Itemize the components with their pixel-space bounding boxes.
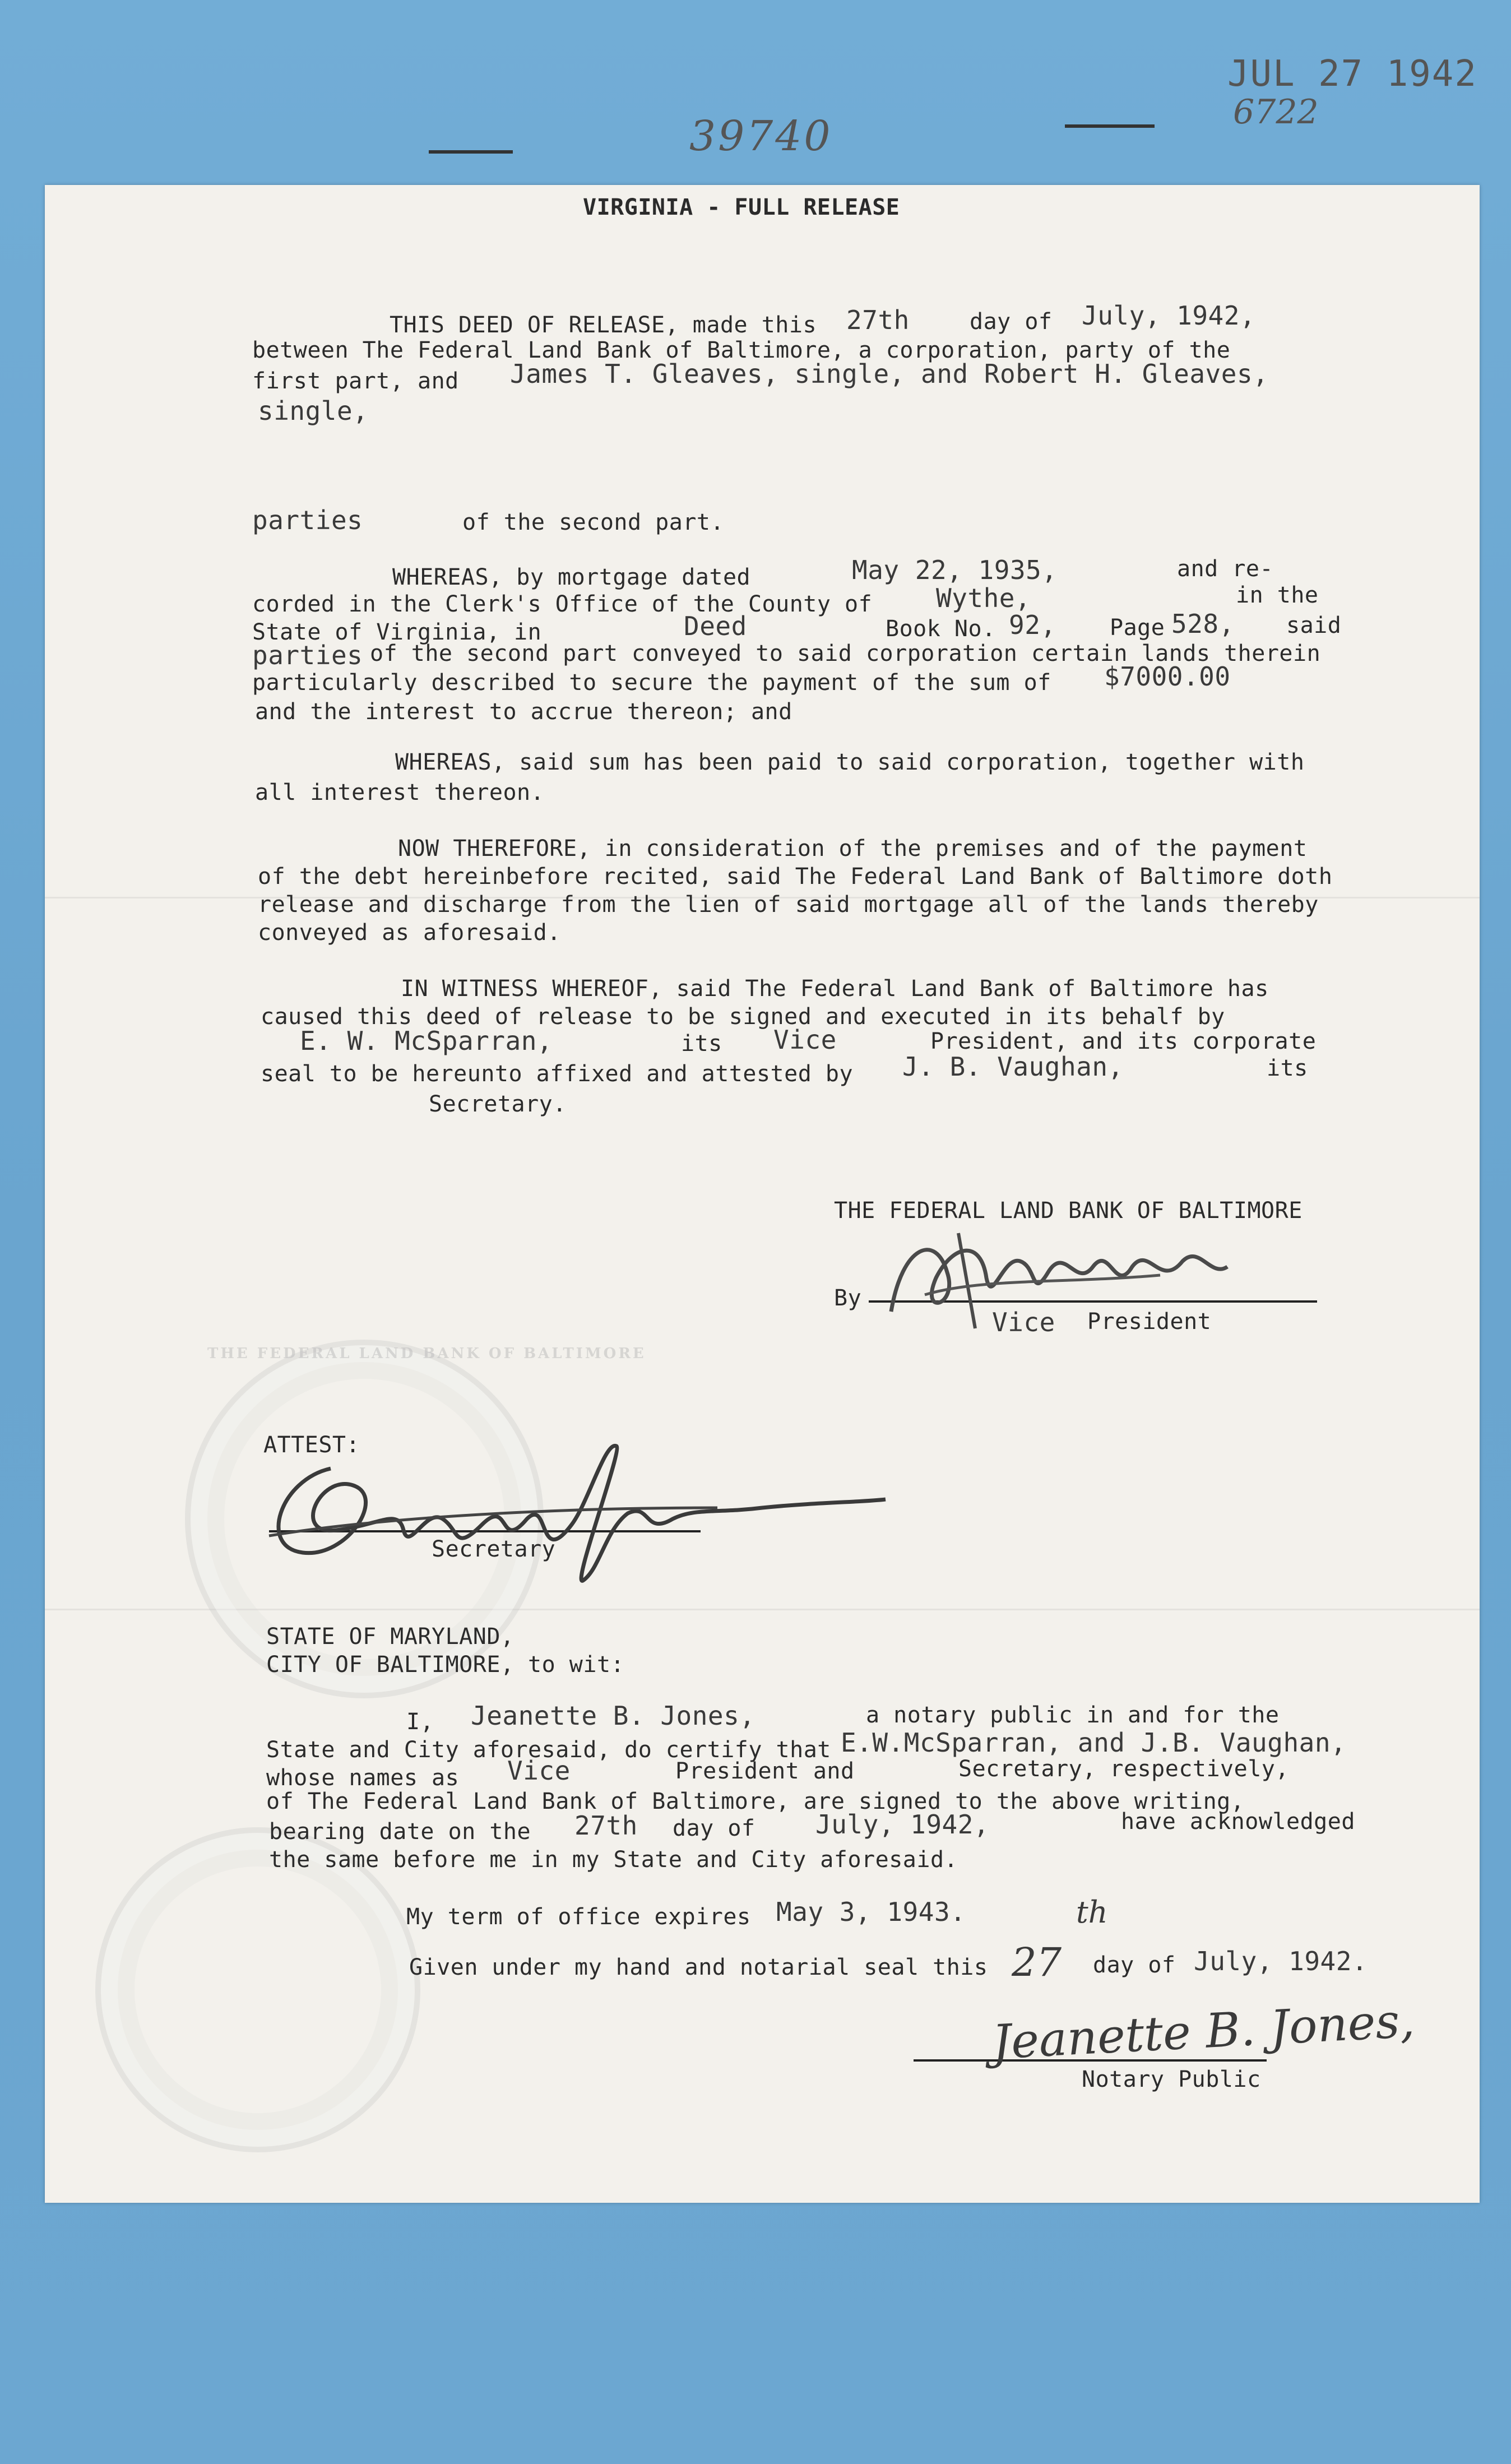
para1-line1b: day of [970,309,1053,335]
term-expiry-date: May 3, 1943. [776,1897,966,1927]
notary-line6: the same before me in my State and City aforesaid. [269,1847,958,1873]
bank-name: THE FEDERAL LAND BANK OF BALTIMORE [834,1198,1303,1224]
notary-line2a: State and City aforesaid, do certify that [266,1737,831,1763]
book-number: 92, [1009,610,1056,640]
notary-line5c: have acknowledged [1121,1809,1355,1835]
vice-president-signature [869,1211,1261,1340]
para3-line1: WHEREAS, said sum has been paid to said corporation, together with [395,749,1305,775]
parties-word-2: parties [252,640,363,670]
para2-line2b: in the [1236,582,1319,608]
notary-office: Vice [507,1756,571,1786]
para5-line5: Secretary. [429,1091,567,1117]
release-month-year: July, 1942, [1082,300,1256,331]
second-parties-names: James T. Gleaves, single, and Robert H. Gleaves, [510,359,1269,389]
para5-line2: caused this deed of release to be signed and executed in its behalf by [261,1004,1225,1030]
notary-line5b: day of [673,1815,756,1841]
para2-line4b: of the second part conveyed to said corporation certain lands therein [370,641,1321,666]
secretary-label: Secretary [432,1536,556,1562]
para4-line4: conveyed as aforesaid. [258,920,561,946]
mortgage-date: May 22, 1935, [852,555,1058,585]
top-left-dash [429,150,513,154]
notary-officers: E.W.McSparran, and J.B. Vaughan, [841,1727,1347,1758]
book-label: Book No. [886,616,996,642]
para5-line1: IN WITNESS WHEREOF, said The Federal Land Bank of Baltimore has [401,976,1269,1002]
para2-line5a: particularly described to secure the payment of the sum of [252,670,1051,696]
received-date-stamp: JUL 27 1942 [1227,53,1477,95]
notary-ack-month-year: July, 1942, [815,1809,990,1840]
given-label: Given under my hand and notarial seal this [409,1954,988,1980]
signer-title-label: President [1087,1309,1212,1335]
para1-line3a: first part, and [252,368,459,394]
city-label: CITY OF BALTIMORE, to wit: [266,1652,625,1678]
seal-text: THE FEDERAL LAND BANK OF BALTIMORE [207,1345,646,1362]
para2-line3b: said [1286,613,1342,638]
embossed-notary-seal [95,1827,420,2152]
page-label: Page [1110,615,1165,641]
notary-line1a: I, [406,1709,434,1735]
para4-line2: of the debt hereinbefore recited, said The Federal Land Bank of Baltimore doth [258,864,1333,890]
document-title: VIRGINIA - FULL RELEASE [583,194,900,220]
by-label: By [834,1285,862,1311]
page-number: 528, [1171,609,1235,639]
top-right-dash [1065,124,1155,128]
officer-name: E. W. McSparran, [300,1026,553,1056]
notary-name: Jeanette B. Jones, [471,1701,756,1731]
para1-line1a: THIS DEED OF RELEASE, made this [390,312,817,338]
term-label: My term of office expires [406,1904,751,1930]
para2-line1a: WHEREAS, by mortgage dated [392,564,751,590]
deed-of-release-page [45,185,1480,2203]
secretary-signature [258,1424,897,1592]
notary-ack-day: 27th [574,1810,638,1841]
its-word-1: its [681,1031,722,1057]
attester-name: J. B. Vaughan, [902,1052,1124,1082]
notary-signature: Jeanette B. Jones, [990,1993,1416,2070]
para4-line1: NOW THEREFORE, in consideration of the premises and of the payment [398,836,1308,862]
notary-line1b: a notary public in and for the [866,1702,1280,1728]
para2-line3a: State of Virginia, in [252,619,542,645]
second-parties-names-cont: single, [258,396,369,426]
para5-line4a: seal to be hereunto affixed and attested by [261,1061,854,1087]
notary-line3b: President and [675,1758,855,1784]
para1-line2: between The Federal Land Bank of Baltimore, a corporation, party of the [252,337,1231,363]
parties-word: parties [252,505,363,535]
release-day: 27th [846,305,910,335]
signer-title-fill: Vice [992,1307,1055,1337]
handwritten-code: 6722 [1233,92,1319,132]
state-label: STATE OF MARYLAND, [266,1624,515,1650]
notary-public-label: Notary Public [1082,2067,1261,2092]
notary-line4: of The Federal Land Bank of Baltimore, are signed to the above writing, [266,1789,1245,1814]
notary-line5a: bearing date on the [269,1819,531,1845]
para2-line1b: and re- [1177,556,1274,582]
given-day-of: day of [1093,1952,1176,1978]
given-month-year: July, 1942. [1194,1946,1368,1976]
para2-line2a: corded in the Clerk's Office of the County of [252,591,873,617]
attest-label: ATTEST: [263,1432,360,1458]
its-word-2: its [1267,1055,1308,1081]
notary-line3a: whose names as [266,1765,460,1791]
county-name: Wythe, [936,583,1031,613]
mortgage-amount: $7000.00 [1104,661,1231,692]
record-type: Deed [684,611,747,641]
file-number: 39740 [689,112,833,160]
given-day-handwritten: 27 [1012,1939,1062,1985]
para3-line2: all interest thereon. [255,780,545,805]
para5-line3b: President, and its corporate [930,1029,1317,1054]
para4-line3: release and discharge from the lien of said mortgage all of the lands thereby [258,892,1319,918]
notary-line3c: Secretary, respectively, [958,1756,1289,1782]
given-day-suffix: th [1076,1895,1108,1930]
para2-line6: and the interest to accrue thereon; and [255,699,792,725]
second-part-label: of the second part. [462,510,725,535]
officer-office: Vice [773,1025,837,1055]
